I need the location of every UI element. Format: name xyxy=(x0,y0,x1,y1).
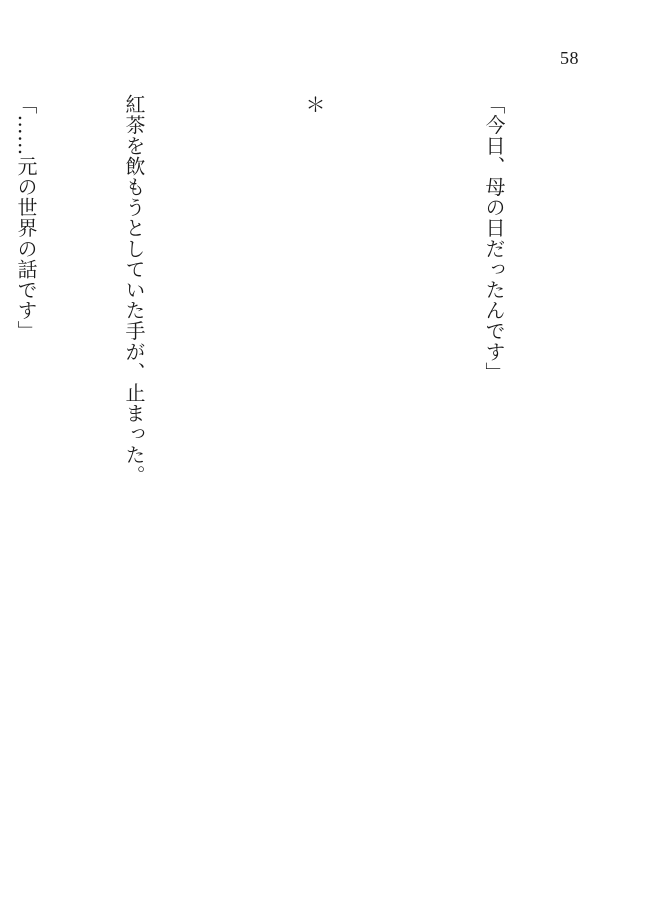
page-number: 58 xyxy=(560,48,579,68)
text-line: 「……元の世界の話です」 xyxy=(14,94,38,342)
scene-break-asterisk: ＊ xyxy=(302,94,326,115)
text-line: 「今日、母の日だったんです」 xyxy=(482,94,506,383)
body-text xyxy=(0,94,584,874)
text-line: 紅茶を飲もうとしていた手が、止まった。 xyxy=(122,94,146,486)
